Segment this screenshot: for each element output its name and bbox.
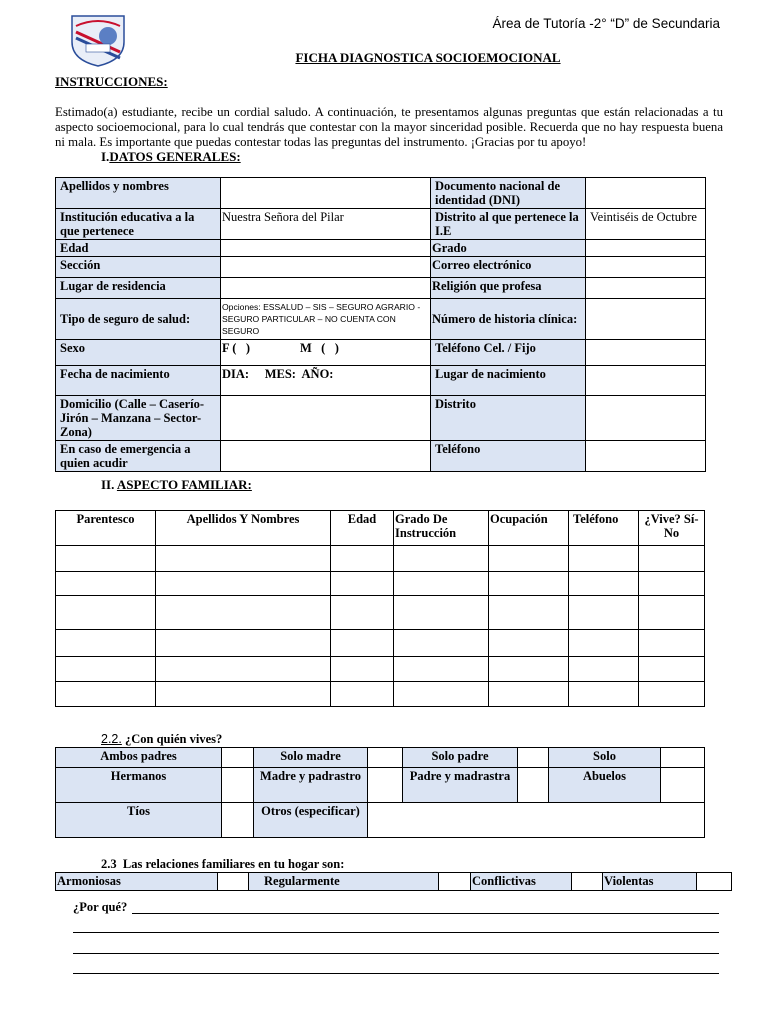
cell[interactable]: [394, 596, 489, 630]
label-religion: Religión que profesa: [431, 278, 586, 299]
cell[interactable]: [569, 596, 639, 630]
checkbox-solo-padre[interactable]: [518, 748, 549, 768]
section1-number: I.: [101, 149, 110, 164]
cell[interactable]: [489, 572, 569, 596]
checkbox-tios[interactable]: [222, 803, 254, 838]
option-otros: Otros (especificar): [254, 803, 368, 838]
por-que-line-1[interactable]: [132, 913, 719, 914]
section2-heading: [101, 477, 252, 493]
label-apellidos: Apellidos y nombres: [56, 178, 221, 209]
cell[interactable]: [569, 630, 639, 657]
option-hermanos: Hermanos: [56, 768, 222, 803]
section1-title: DATOS GENERALES:: [109, 149, 241, 164]
field-otros-especificar[interactable]: [368, 803, 705, 838]
cell[interactable]: [331, 546, 394, 572]
q23-question: Las relaciones familiares en tu hogar son:: [122, 857, 345, 871]
label-grado: Grado: [431, 240, 586, 257]
cell[interactable]: [156, 546, 331, 572]
cell[interactable]: [489, 657, 569, 682]
label-dni: Documento nacional de identidad (DNI): [431, 178, 586, 209]
cell[interactable]: [394, 546, 489, 572]
table-row: [56, 657, 705, 682]
option-regularmente: Regularmente: [249, 873, 439, 891]
por-que-label: ¿Por qué?: [73, 900, 128, 914]
area-header: Área de Tutoría -2° “D” de Secundaria: [492, 16, 720, 31]
label-sexo: Sexo: [56, 340, 221, 366]
cell[interactable]: [331, 596, 394, 630]
cell[interactable]: [569, 546, 639, 572]
label-institucion: Institución educativa a la que pertenece: [56, 209, 221, 240]
cell[interactable]: [489, 630, 569, 657]
cell[interactable]: [56, 546, 156, 572]
cell[interactable]: [156, 630, 331, 657]
label-emergencia: En caso de emergencia a quien acudir: [56, 441, 221, 472]
q22-question: ¿Con quién vives?: [124, 732, 223, 746]
cell[interactable]: [639, 596, 705, 630]
checkbox-solo[interactable]: [661, 748, 705, 768]
cell[interactable]: [569, 682, 639, 707]
cell[interactable]: [639, 657, 705, 682]
field-fecha-nacimiento[interactable]: DIA: MES: AÑO:: [221, 366, 431, 396]
q23-heading: [101, 857, 344, 872]
checkbox-abuelos[interactable]: [661, 768, 705, 803]
table-row: [56, 546, 705, 572]
option-solo: Solo: [549, 748, 661, 768]
cell[interactable]: [639, 572, 705, 596]
por-que-line-4[interactable]: [73, 973, 719, 974]
field-historia-clinica[interactable]: [586, 299, 706, 340]
cell[interactable]: [331, 657, 394, 682]
field-dni[interactable]: [586, 178, 706, 209]
checkbox-conflictivas[interactable]: [572, 873, 603, 891]
label-fecha-nacimiento: Fecha de nacimiento: [56, 366, 221, 396]
option-madre-padrastro: Madre y padrastro: [254, 768, 368, 803]
document-title: FICHA DIAGNOSTICA SOCIOEMOCIONAL: [295, 50, 561, 65]
relaciones-familiares-table: [55, 872, 732, 891]
label-telefono-emergencia: Teléfono: [431, 441, 586, 472]
checkbox-padre-madrastra[interactable]: [518, 768, 549, 803]
field-telefono-emergencia[interactable]: [586, 441, 706, 472]
option-tios: Tíos: [56, 803, 222, 838]
instructions-text: Estimado(a) estudiante, recibe un cordial saludo. A continuación, te presentamos algunas preguntas que están relacionadas a tu aspecto socioemocional, para lo cual tendrás que contestar con la mayor sinceridad posible. Recuerda que no hay respuesta buena ni mala. Es importante que puedas contestar todas las preguntas del instrumento. ¡Gracias por tu apoyo!: [55, 105, 723, 149]
checkbox-regularmente[interactable]: [439, 873, 471, 891]
por-que-line-2[interactable]: [73, 932, 719, 933]
option-solo-madre: Solo madre: [254, 748, 368, 768]
col-grado-instruccion: Grado De Instrucción: [394, 511, 489, 546]
checkbox-hermanos[interactable]: [222, 768, 254, 803]
field-emergencia[interactable]: [221, 441, 431, 472]
cell[interactable]: [394, 657, 489, 682]
field-residencia[interactable]: [221, 278, 431, 299]
option-solo-padre: Solo padre: [403, 748, 518, 768]
cell[interactable]: [489, 682, 569, 707]
cell[interactable]: [156, 596, 331, 630]
cell[interactable]: [639, 630, 705, 657]
datos-generales-table: [55, 177, 706, 472]
checkbox-violentas[interactable]: [697, 873, 732, 891]
cell[interactable]: [331, 630, 394, 657]
label-seguro: Tipo de seguro de salud:: [56, 299, 221, 340]
section2-title: ASPECTO FAMILIAR:: [116, 477, 252, 492]
cell[interactable]: [394, 572, 489, 596]
label-lugar-nacimiento: Lugar de nacimiento: [431, 366, 586, 396]
checkbox-madre-padrastro[interactable]: [368, 768, 403, 803]
option-violentas: Violentas: [603, 873, 697, 891]
col-edad: Edad: [331, 511, 394, 546]
option-conflictivas: Conflictivas: [471, 873, 572, 891]
cell[interactable]: [489, 546, 569, 572]
label-residencia: Lugar de residencia: [56, 278, 221, 299]
instructions-heading: INSTRUCCIONES:: [55, 74, 168, 89]
field-edad[interactable]: [221, 240, 431, 257]
q22-number: 2.2.: [101, 732, 122, 746]
cell[interactable]: [331, 572, 394, 596]
cell[interactable]: [394, 682, 489, 707]
checkbox-armoniosas[interactable]: [218, 873, 249, 891]
field-seccion[interactable]: [221, 257, 431, 278]
cell[interactable]: [56, 657, 156, 682]
label-distrito-ie: Distrito al que pertenece la I.E: [431, 209, 586, 240]
label-distrito: Distrito: [431, 396, 586, 441]
field-grado[interactable]: [586, 240, 706, 257]
field-institucion[interactable]: Nuestra Señora del Pilar: [221, 209, 431, 240]
label-telefono-cel: Teléfono Cel. / Fijo: [431, 340, 586, 366]
cell[interactable]: [639, 682, 705, 707]
cell[interactable]: [56, 682, 156, 707]
cell[interactable]: [56, 630, 156, 657]
label-domicilio: Domicilio (Calle – Caserío-Jirón – Manzana – Sector-Zona): [56, 396, 221, 441]
field-sexo[interactable]: F ( ) M ( ): [221, 340, 431, 366]
field-seguro-opciones[interactable]: Opciones: ESSALUD – SIS – SEGURO AGRARIO - SEGURO PARTICULAR – NO CUENTA CON SEGURO: [221, 299, 431, 340]
cell[interactable]: [156, 682, 331, 707]
option-padre-madrastra: Padre y madrastra: [403, 768, 518, 803]
table-row: [56, 630, 705, 657]
q23-number: 2.3: [101, 857, 117, 871]
cell[interactable]: [56, 596, 156, 630]
field-distrito-ie[interactable]: Veintiséis de Octubre: [586, 209, 706, 240]
table-row: [56, 572, 705, 596]
checkbox-ambos-padres[interactable]: [222, 748, 254, 768]
label-correo: Correo electrónico: [431, 257, 586, 278]
cell[interactable]: [489, 596, 569, 630]
cell[interactable]: [569, 572, 639, 596]
checkbox-solo-madre[interactable]: [368, 748, 403, 768]
option-abuelos: Abuelos: [549, 768, 661, 803]
cell[interactable]: [156, 657, 331, 682]
field-religion[interactable]: [586, 278, 706, 299]
field-correo[interactable]: [586, 257, 706, 278]
label-edad: Edad: [56, 240, 221, 257]
cell[interactable]: [156, 572, 331, 596]
label-historia-clinica: Número de historia clínica:: [431, 299, 586, 340]
field-lugar-nacimiento[interactable]: [586, 366, 706, 396]
option-ambos-padres: Ambos padres: [56, 748, 222, 768]
option-armoniosas: Armoniosas: [56, 873, 218, 891]
col-apellidos-nombres: Apellidos Y Nombres: [156, 511, 331, 546]
section1-heading: [101, 149, 241, 165]
field-domicilio[interactable]: [221, 396, 431, 441]
col-parentesco: Parentesco: [56, 511, 156, 546]
col-ocupacion: Ocupación: [489, 511, 569, 546]
con-quien-vives-table: [55, 747, 705, 838]
table-row: [56, 682, 705, 707]
por-que-line-3[interactable]: [73, 953, 719, 954]
col-vive: ¿Vive? Sí-No: [639, 511, 705, 546]
cell[interactable]: [394, 630, 489, 657]
cell[interactable]: [569, 657, 639, 682]
cell[interactable]: [331, 682, 394, 707]
col-telefono: Teléfono: [569, 511, 639, 546]
table-row: [56, 596, 705, 630]
field-apellidos[interactable]: [221, 178, 431, 209]
section2-number: II.: [101, 477, 115, 492]
cell[interactable]: [56, 572, 156, 596]
q22-heading: [101, 732, 222, 747]
field-distrito[interactable]: [586, 396, 706, 441]
field-telefono-cel[interactable]: [586, 340, 706, 366]
label-seccion: Sección: [56, 257, 221, 278]
aspecto-familiar-table: [55, 510, 705, 707]
cell[interactable]: [639, 546, 705, 572]
